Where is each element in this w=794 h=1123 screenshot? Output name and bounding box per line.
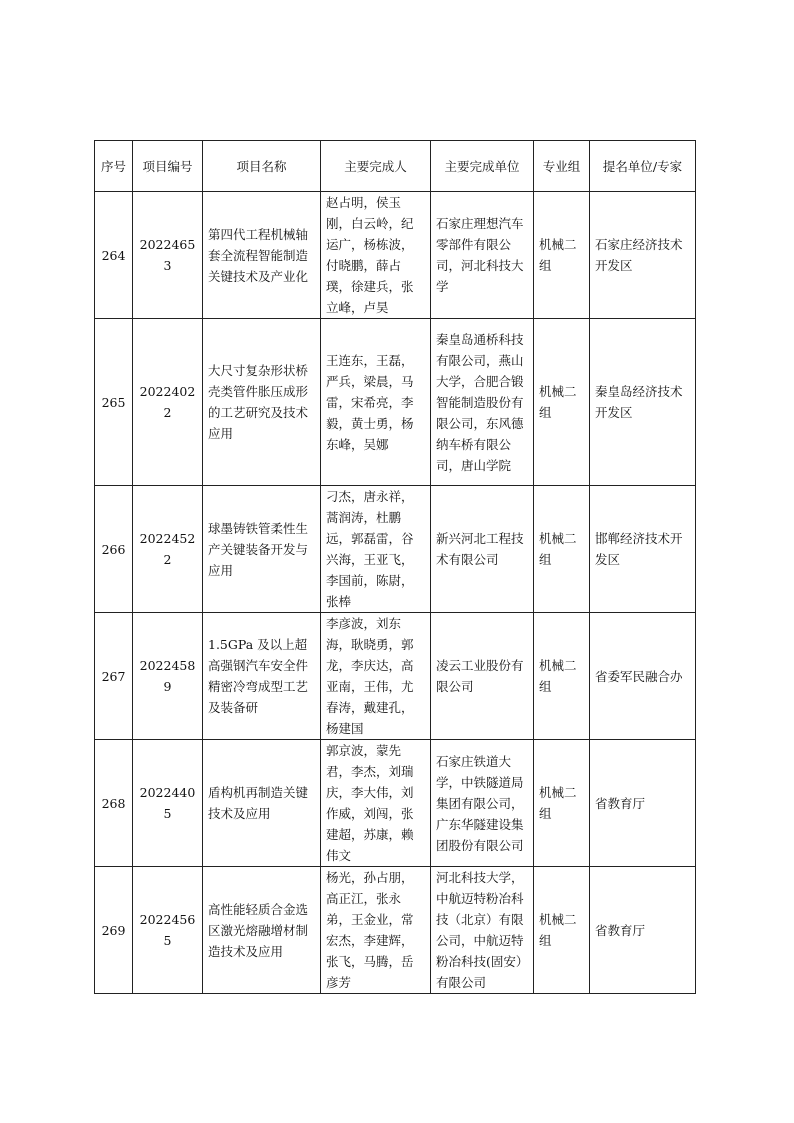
- header-group: 专业组: [534, 141, 590, 192]
- cell-name: 1.5GPa 及以上超高强钢汽车安全件精密冷弯成型工艺及装备研: [203, 613, 321, 740]
- table-row: [95, 192, 696, 319]
- cell-code: 20224022: [133, 319, 203, 486]
- cell-units: 石家庄理想汽车零部件有限公司，河北科技大学: [431, 192, 534, 319]
- cell-name: 球墨铸铁管柔性生产关键装备开发与应用: [203, 486, 321, 613]
- cell-code: 20224565: [133, 867, 203, 994]
- cell-seq: 265: [95, 319, 133, 486]
- cell-units: 石家庄铁道大学，中铁隧道局集团有限公司，广东华隧建设集团股份有限公司: [431, 740, 534, 867]
- cell-name: 盾构机再制造关键技术及应用: [203, 740, 321, 867]
- cell-persons: 刁杰，唐永祥，蒿润涛，杜鹏远，郭磊雷，谷兴海，王亚飞，李国前，陈尉，张棒: [321, 486, 431, 613]
- table-row: [95, 319, 696, 486]
- cell-nominator: 邯郸经济技术开发区: [590, 486, 696, 613]
- header-code: 项目编号: [133, 141, 203, 192]
- cell-nominator: 秦皇岛经济技术开发区: [590, 319, 696, 486]
- header-nominator: 提名单位/专家: [590, 141, 696, 192]
- cell-code: 20224653: [133, 192, 203, 319]
- table-row: [95, 740, 696, 867]
- cell-name: 高性能轻质合金选区激光熔融增材制造技术及应用: [203, 867, 321, 994]
- cell-units: 凌云工业股份有限公司: [431, 613, 534, 740]
- cell-code: 20224522: [133, 486, 203, 613]
- project-table: [94, 140, 696, 994]
- cell-group: 机械二组: [534, 740, 590, 867]
- cell-persons: 李彦波，刘东海，耿晓勇，郭龙，李庆达，高亚南，王伟，尤春涛，戴建孔，杨建国: [321, 613, 431, 740]
- table-row: [95, 867, 696, 994]
- cell-name: 大尺寸复杂形状桥壳类管件胀压成形的工艺研究及技术应用: [203, 319, 321, 486]
- cell-name: 第四代工程机械轴套全流程智能制造关键技术及产业化: [203, 192, 321, 319]
- cell-seq: 264: [95, 192, 133, 319]
- header-seq: 序号: [95, 141, 133, 192]
- cell-seq: 266: [95, 486, 133, 613]
- table-row: [95, 613, 696, 740]
- cell-persons: 王连东，王磊，严兵，梁晨，马雷，宋希亮，李毅，黄士勇，杨东峰，吴娜: [321, 319, 431, 486]
- cell-nominator: 省教育厅: [590, 740, 696, 867]
- cell-group: 机械二组: [534, 192, 590, 319]
- table-header-row: [95, 141, 696, 192]
- table-row: [95, 486, 696, 613]
- cell-nominator: 省教育厅: [590, 867, 696, 994]
- cell-persons: 杨光，孙占朋，高正江，张永弟，王金业，常宏杰，李建辉，张飞，马腾，岳彦芳: [321, 867, 431, 994]
- cell-persons: 郭京波，蒙先君，李杰，刘瑞庆，李大伟，刘作威，刘闯，张建超，苏康，赖伟文: [321, 740, 431, 867]
- cell-group: 机械二组: [534, 319, 590, 486]
- cell-seq: 269: [95, 867, 133, 994]
- cell-group: 机械二组: [534, 867, 590, 994]
- cell-units: 秦皇岛通桥科技有限公司，燕山大学，合肥合锻智能制造股份有限公司，东风德纳车桥有限公司，唐山学院: [431, 319, 534, 486]
- cell-persons: 赵占明，侯玉刚，白云岭，纪运广，杨栋波，付晓鹏，薛占璞，徐建兵，张立峰，卢昊: [321, 192, 431, 319]
- cell-units: 新兴河北工程技术有限公司: [431, 486, 534, 613]
- cell-code: 20224589: [133, 613, 203, 740]
- cell-seq: 268: [95, 740, 133, 867]
- cell-group: 机械二组: [534, 613, 590, 740]
- cell-group: 机械二组: [534, 486, 590, 613]
- header-units: 主要完成单位: [431, 141, 534, 192]
- cell-seq: 267: [95, 613, 133, 740]
- cell-code: 20224405: [133, 740, 203, 867]
- header-persons: 主要完成人: [321, 141, 431, 192]
- cell-nominator: 省委军民融合办: [590, 613, 696, 740]
- cell-units: 河北科技大学，中航迈特粉冶科技（北京）有限公司，中航迈特粉冶科技(固安）有限公司: [431, 867, 534, 994]
- header-name: 项目名称: [203, 141, 321, 192]
- cell-nominator: 石家庄经济技术开发区: [590, 192, 696, 319]
